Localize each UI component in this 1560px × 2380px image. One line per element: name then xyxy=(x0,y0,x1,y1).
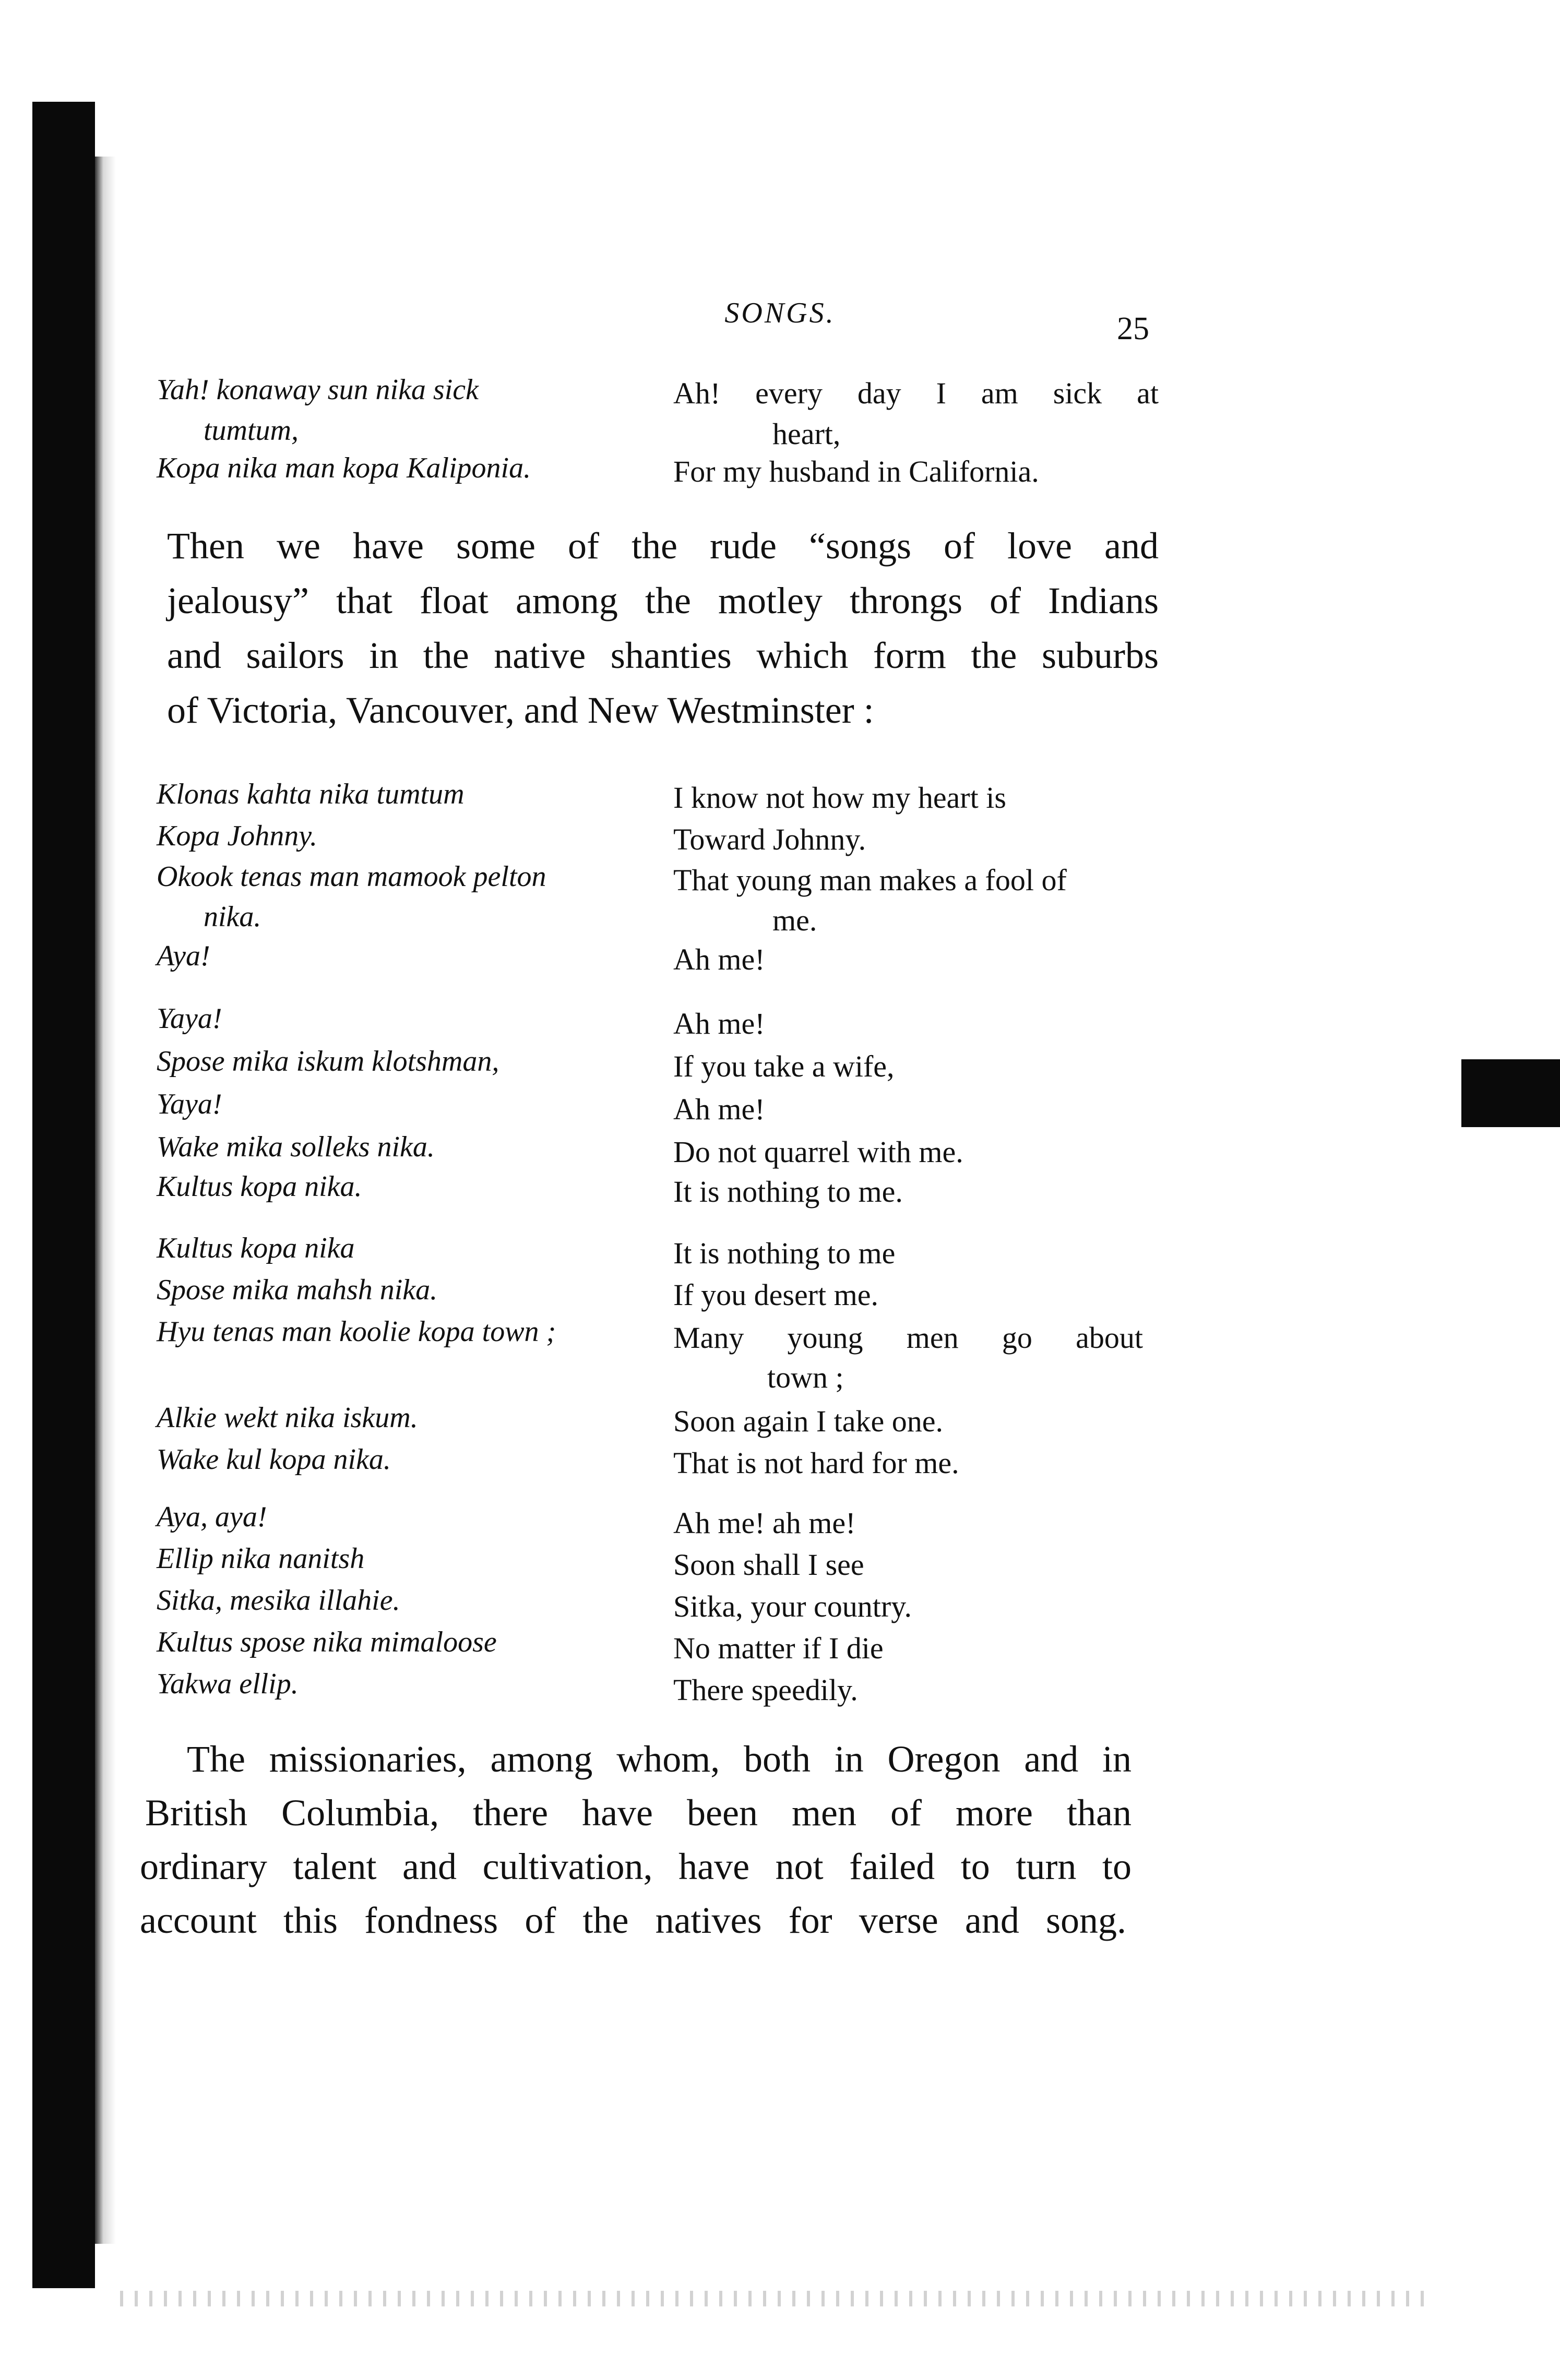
verse-line: That is not hard for me. xyxy=(673,1446,959,1480)
verse-line: For my husband in California. xyxy=(673,455,1039,488)
verse-line: Soon again I take one. xyxy=(673,1404,944,1438)
paragraph-line: ordinary talent and cultivation, have not failed to turn to xyxy=(140,1846,1132,1887)
verse-line: It is nothing to me. xyxy=(673,1175,903,1209)
verse-line: Ah me! ah me! xyxy=(673,1506,856,1540)
stanza3-chinook xyxy=(157,1231,642,1357)
verse-line: Many young men go about xyxy=(673,1321,1143,1355)
verse-line: Kopa nika man kopa Kaliponia. xyxy=(157,452,531,484)
running-header: SONGS. xyxy=(724,297,836,329)
paragraph-line: and sailors in the native shanties which form the suburbs xyxy=(167,635,1159,676)
page-number: 25 xyxy=(1117,311,1149,346)
paragraph-line: jealousy” that float among the motley throngs of Indians xyxy=(167,580,1159,621)
verse-line: Wake kul kopa nika. xyxy=(157,1443,391,1476)
verse-line: If you desert me. xyxy=(673,1278,878,1312)
verse-line: Ah! every day I am sick at xyxy=(673,376,1159,410)
verse-line: Yaya! xyxy=(157,1088,222,1120)
verse-line: Spose mika mahsh nika. xyxy=(157,1274,438,1306)
verse-line: Sitka, your country. xyxy=(673,1589,912,1623)
scan-noise xyxy=(120,2291,1435,2306)
verse-line: Kultus spose nika mimaloose xyxy=(157,1626,497,1658)
verse-line: Soon shall I see xyxy=(673,1548,864,1582)
verse-line: Wake mika solleks nika. xyxy=(157,1131,435,1163)
verse-line: Aya, aya! xyxy=(157,1501,267,1533)
stanza2-chinook xyxy=(157,1002,642,1211)
song1-chinook xyxy=(157,373,642,498)
verse-line: Yakwa ellip. xyxy=(157,1668,299,1700)
body-paragraph xyxy=(167,524,1159,744)
verse-line: Hyu tenas man koolie kopa town ; xyxy=(157,1315,556,1348)
verse-line: heart, xyxy=(772,417,841,451)
song1-english xyxy=(673,376,1159,501)
verse-line: Kultus kopa nika xyxy=(157,1232,355,1264)
verse-line: Ah me! xyxy=(673,942,765,976)
stanza3-english xyxy=(673,1236,1159,1403)
stanza4-chinook xyxy=(157,1401,642,1485)
stanza5-english xyxy=(673,1505,1159,1714)
paragraph-line: Then we have some of the rude “songs of love and xyxy=(167,525,1159,567)
binding-gradient xyxy=(95,157,116,2244)
verse-line: Aya! xyxy=(157,940,210,972)
verse-line: If you take a wife, xyxy=(673,1049,895,1083)
page-edge-tab xyxy=(1461,1059,1560,1127)
paragraph-line: The missionaries, among whom, both in Oregon and in xyxy=(187,1738,1132,1780)
stanza2-english xyxy=(673,1006,1159,1215)
verse-line: That young man makes a fool of xyxy=(673,863,1067,897)
stanza1-chinook xyxy=(157,778,642,986)
verse-line: Ah me! xyxy=(673,1092,765,1126)
verse-line: Klonas kahta nika tumtum xyxy=(157,778,465,810)
verse-line: Ellip nika nanitsh xyxy=(157,1542,365,1575)
verse-line: Ah me! xyxy=(673,1007,765,1040)
verse-line: Sitka, mesika illahie. xyxy=(157,1584,400,1617)
verse-line: Yah! konaway sun nika sick xyxy=(157,374,479,406)
stanza1-english xyxy=(673,780,1159,989)
verse-line: There speedily. xyxy=(673,1673,858,1707)
verse-line: Kopa Johnny. xyxy=(157,820,317,852)
binding-shadow xyxy=(32,102,95,2288)
stanza5-chinook xyxy=(157,1500,642,1709)
verse-line: Spose mika iskum klotshman, xyxy=(157,1045,499,1078)
verse-line: me. xyxy=(772,903,817,937)
verse-line: I know not how my heart is xyxy=(673,781,1006,815)
body-paragraph xyxy=(140,1738,1132,1957)
verse-line: Alkie wekt nika iskum. xyxy=(157,1402,418,1434)
verse-line: Do not quarrel with me. xyxy=(673,1135,963,1169)
verse-line: tumtum, xyxy=(204,414,299,447)
verse-line: Okook tenas man mamook pelton xyxy=(157,860,546,893)
verse-line: It is nothing to me xyxy=(673,1236,896,1270)
verse-line: Toward Johnny. xyxy=(673,822,866,856)
verse-line: Yaya! xyxy=(157,1002,222,1035)
verse-line: nika. xyxy=(204,901,261,933)
verse-line: Kultus kopa nika. xyxy=(157,1170,362,1203)
paragraph-line: of Victoria, Vancouver, and New Westminster : xyxy=(167,689,874,731)
verse-line: No matter if I die xyxy=(673,1631,884,1665)
paragraph-line: account this fondness of the natives for verse and song. xyxy=(140,1899,1126,1941)
stanza4-english xyxy=(673,1404,1159,1487)
verse-line: town ; xyxy=(767,1360,844,1394)
paragraph-line: British Columbia, there have been men of more than xyxy=(145,1792,1132,1834)
